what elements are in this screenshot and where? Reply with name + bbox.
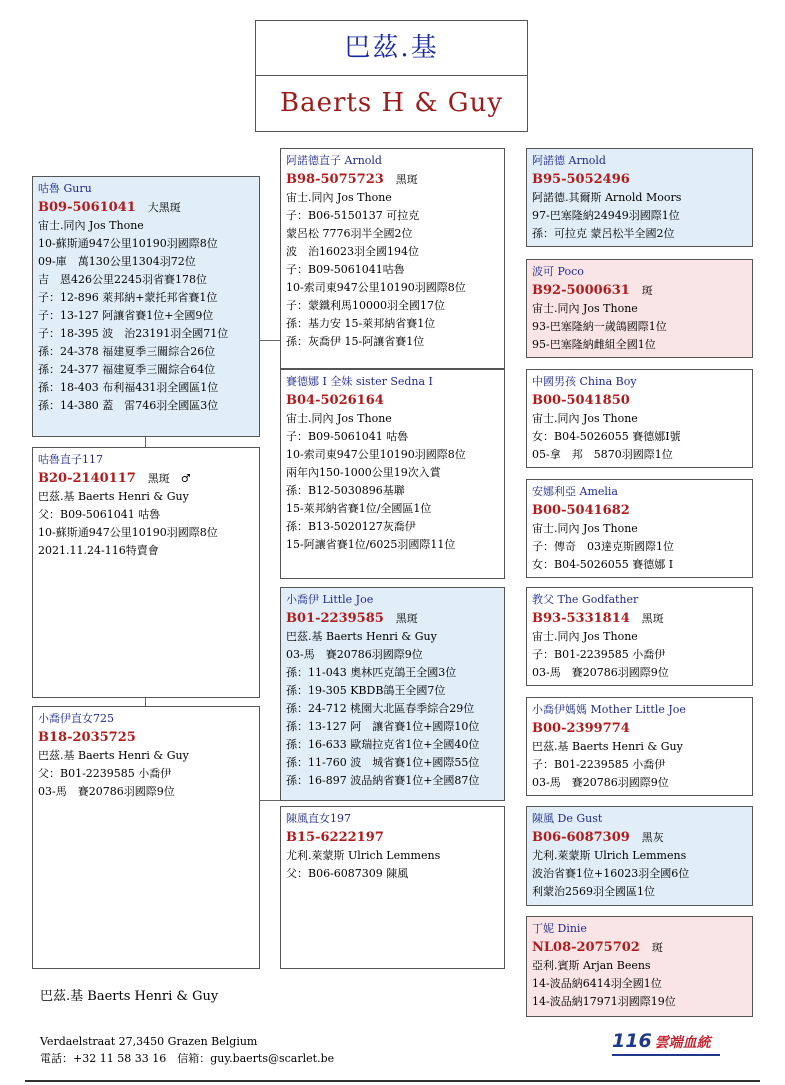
detail-line: 父：B09-5061041 咕魯 [38, 508, 161, 521]
pigeon-name: 陳風 De Gust [532, 812, 603, 825]
pigeon-name: 小喬伊媽媽 Mother Little Joe [532, 703, 686, 716]
detail-line: 女：B04-5026055 賽德娜 I [532, 558, 674, 571]
detail-line: 孫：11-760 波 城省賽1位+國際55位 [286, 756, 480, 769]
detail-line: 兩年內150-1000公里19次入賞 [286, 466, 441, 479]
detail-line: 15-萊邦納省賽1位/全國區1位 [286, 502, 432, 515]
detail-line: 宙士.同內 Jos Thone [532, 302, 638, 315]
pedigree-box-sds [526, 369, 753, 468]
detail-line: 宙士.同內 Jos Thone [286, 412, 392, 425]
ring-number: B92-5000631 [532, 283, 630, 298]
detail-line: 孫：基力安 15-萊邦納省賽1位 [286, 317, 436, 330]
pigeon-color: 黑斑 [641, 612, 664, 625]
detail-line: 子：傳奇 03達克斯國際1位 [532, 540, 674, 553]
title-english: Baerts H & Guy [279, 88, 504, 118]
pigeon-name: 安娜利亞 Amelia [532, 485, 618, 498]
logo-number: 116 [612, 1030, 652, 1052]
ring-number: B98-5075723 [286, 172, 384, 187]
pedigree-box-sss [526, 148, 753, 247]
detail-line: 93-巴塞隆納一歲鴿國際1位 [532, 320, 667, 333]
ring-number: B06-6087309 [532, 830, 630, 845]
detail-line: 蒙呂松 7776羽半全國2位 [286, 227, 413, 240]
detail-line: 孫：B12-5030896基聯 [286, 484, 405, 497]
detail-line: 子：13-127 阿讓省賽1位+全國9位 [38, 309, 214, 322]
ring-number: NL08-2075702 [532, 940, 640, 955]
pigeon-color: 斑 [641, 284, 653, 297]
detail-line: 波 治16023羽全國194位 [286, 245, 419, 258]
detail-line: 巴茲.基 Baerts Henri & Guy [532, 740, 683, 753]
detail-line: 14-波品納6414羽全國1位 [532, 977, 662, 990]
pedigree-box-dd [280, 806, 505, 969]
detail-line: 孫：16-897 波品納省賽1位+全國87位 [286, 774, 480, 787]
detail-line: 10-蘇斯通947公里10190羽國際8位 [38, 237, 218, 250]
detail-line: 孫：18-403 布利福431羽全國區1位 [38, 381, 219, 394]
connector [145, 437, 146, 447]
pigeon-name: 阿諾德直子 Arnold [286, 154, 382, 167]
detail-line: 03-馬 賽20786羽國際9位 [532, 666, 669, 679]
pedigree-box-sdd [526, 479, 753, 578]
ring-number: B01-2239585 [286, 611, 384, 626]
detail-line: 97-巴塞隆納24949羽國際1位 [532, 209, 680, 222]
pigeon-name: 中國男孩 China Boy [532, 375, 637, 388]
detail-line: 孫：16-633 歐瑞拉克省1位+全國40位 [286, 738, 480, 751]
ring-number: B00-5041682 [532, 503, 630, 518]
pedigree-box-ds [280, 587, 505, 801]
detail-line: 2021.11.24-116特賣會 [38, 544, 159, 557]
detail-line: 孫：24-378 福建夏季三關綜合26位 [38, 345, 216, 358]
detail-line: 子：蒙鐵利馬10000羽全國17位 [286, 299, 445, 312]
ring-number: B09-5061041 [38, 200, 136, 215]
pigeon-name: 陳風直女197 [286, 812, 351, 825]
ring-number: B20-2140117 [38, 471, 136, 486]
detail-line: 巴茲.基 Baerts Henri & Guy [38, 749, 189, 762]
detail-line: 宙士.同內 Jos Thone [532, 630, 638, 643]
pedigree-box-daughter [32, 706, 260, 969]
pigeon-name: 小喬伊 Little Joe [286, 593, 374, 606]
ring-number: B93-5331814 [532, 611, 630, 626]
detail-line: 孫：灰喬伊 15-阿讓省賽1位 [286, 335, 425, 348]
detail-line: 15-阿讓省賽1位/6025羽國際11位 [286, 538, 456, 551]
detail-line: 孫：19-305 KBDB鴿王全國7位 [286, 684, 446, 697]
detail-line: 子：B09-5061041 咕魯 [286, 430, 409, 443]
detail-line: 10-索司東947公里10190羽國際8位 [286, 448, 466, 461]
pedigree-box-subject [32, 447, 260, 698]
detail-line: 14-波品納17971羽國際19位 [532, 995, 676, 1008]
detail-line: 10-索司東947公里10190羽國際8位 [286, 281, 466, 294]
detail-line: 孫：24-377 福建夏季三關綜合64位 [38, 363, 216, 376]
pigeon-color: 黑斑 [395, 612, 418, 625]
ring-number: B15-6222197 [286, 830, 384, 845]
detail-line: 利蒙治2569羽全國區1位 [532, 885, 655, 898]
bottom-divider [25, 1080, 760, 1082]
detail-line: 巴茲.基 Baerts Henri & Guy [286, 630, 437, 643]
pigeon-name: 賽德娜 I 全妹 sister Sedna I [286, 375, 433, 388]
address: Verdaelstraat 27,3450 Grazen Belgium [40, 1035, 258, 1048]
title-box [255, 20, 528, 132]
pedigree-box-dss [526, 587, 753, 686]
pigeon-name: 咕魯 Guru [38, 182, 92, 195]
ring-number: B18-2035725 [38, 730, 136, 745]
detail-line: 03-馬 賽20786羽國際9位 [286, 648, 423, 661]
pedigree-box-dds [526, 806, 753, 906]
detail-line: 孫：13-127 阿 讓省賽1位+國際10位 [286, 720, 480, 733]
logo [612, 1030, 711, 1052]
detail-line: 子：B01-2239585 小喬伊 [532, 758, 666, 771]
detail-line: 子：18-395 波 治23191羽全國71位 [38, 327, 229, 340]
ring-number: B95-5052496 [532, 172, 630, 187]
detail-line: 子：12-896 萊邦納+蒙托邦省賽1位 [38, 291, 218, 304]
pigeon-name: 咕魯直子117 [38, 453, 103, 466]
contact-info: 電話：+32 11 58 33 16 信箱：guy.baerts@scarlet.be [40, 1052, 335, 1065]
detail-line: 孫：24-712 桃園大北區春季綜合29位 [286, 702, 475, 715]
connector [260, 800, 280, 801]
detail-line: 父：B06-6087309 陳風 [286, 867, 409, 880]
detail-line: 孫：B13-5020127灰喬伊 [286, 520, 416, 533]
pigeon-name: 小喬伊直女725 [38, 712, 114, 725]
pigeon-name: 阿諾德 Arnold [532, 154, 606, 167]
pigeon-color: 黑斑 [395, 173, 418, 186]
connector [260, 340, 280, 341]
pigeon-color: 斑 [651, 941, 663, 954]
pigeon-name: 丁妮 Dinie [532, 922, 587, 935]
detail-line: 吉 恩426公里2245羽省賽178位 [38, 273, 207, 286]
pedigree-box-ssd [526, 259, 753, 358]
logo-underline [612, 1054, 720, 1056]
detail-line: 阿諾德.其爾斯 Arnold Moors [532, 191, 682, 204]
pigeon-color: 黑斑 ♂ [147, 472, 191, 485]
detail-line: 95-巴塞隆納雌組全國1位 [532, 338, 656, 351]
detail-line: 巴茲.基 Baerts Henri & Guy [38, 490, 189, 503]
detail-line: 亞利.賓斯 Arjan Beens [532, 959, 651, 972]
pedigree-box-sire [32, 176, 260, 437]
footer-contact [40, 1033, 334, 1067]
pigeon-name: 波可 Poco [532, 265, 584, 278]
detail-line: 孫：14-380 蓋 雷746羽全國區3位 [38, 399, 219, 412]
detail-line: 父：B01-2239585 小喬伊 [38, 767, 172, 780]
detail-line: 子：B01-2239585 小喬伊 [532, 648, 666, 661]
logo-text: 雲端血統 [654, 1035, 711, 1051]
pigeon-color: 大黑斑 [147, 201, 181, 214]
detail-line: 宙士.同內 Jos Thone [532, 522, 638, 535]
detail-line: 子：B09-5061041咕魯 [286, 263, 405, 276]
pigeon-color: 黑灰 [641, 831, 664, 844]
detail-line: 尤利.萊蒙斯 Ulrich Lemmens [532, 849, 687, 862]
detail-line: 尤利.萊蒙斯 Ulrich Lemmens [286, 849, 441, 862]
detail-line: 03-馬 賽20786羽國際9位 [532, 776, 669, 789]
ring-number: B00-2399774 [532, 721, 630, 736]
owner-name: 巴茲.基 Baerts Henri & Guy [40, 989, 219, 1004]
detail-line: 03-馬 賽20786羽國際9位 [38, 785, 175, 798]
pigeon-name: 教父 The Godfather [532, 593, 639, 606]
title-chinese: 巴茲.基 [256, 21, 527, 76]
ring-number: B04-5026164 [286, 393, 384, 408]
detail-line: 05-拿 邦 5870羽國際1位 [532, 448, 673, 461]
pedigree-box-sd [280, 369, 505, 579]
pedigree-box-ddd [526, 916, 753, 1017]
detail-line: 10-蘇斯通947公里10190羽國際8位 [38, 526, 218, 539]
detail-line: 宙士.同內 Jos Thone [38, 219, 144, 232]
detail-line: 宙士.同內 Jos Thone [286, 191, 392, 204]
detail-line: 09-庫 萬130公里1304羽72位 [38, 255, 196, 268]
detail-line: 波治省賽1位+16023羽全國6位 [532, 867, 690, 880]
pedigree-box-ss [280, 148, 505, 369]
detail-line: 孫：可拉克 蒙呂松半全國2位 [532, 227, 675, 240]
ring-number: B00-5041850 [532, 393, 630, 408]
connector [145, 698, 146, 706]
detail-line: 女：B04-5026055 賽德娜I號 [532, 430, 681, 443]
detail-line: 孫：11-043 奧林匹克鴿王全國3位 [286, 666, 457, 679]
pedigree-box-dsd [526, 697, 753, 796]
detail-line: 子：B06-5150137 可拉克 [286, 209, 420, 222]
detail-line: 宙士.同內 Jos Thone [532, 412, 638, 425]
